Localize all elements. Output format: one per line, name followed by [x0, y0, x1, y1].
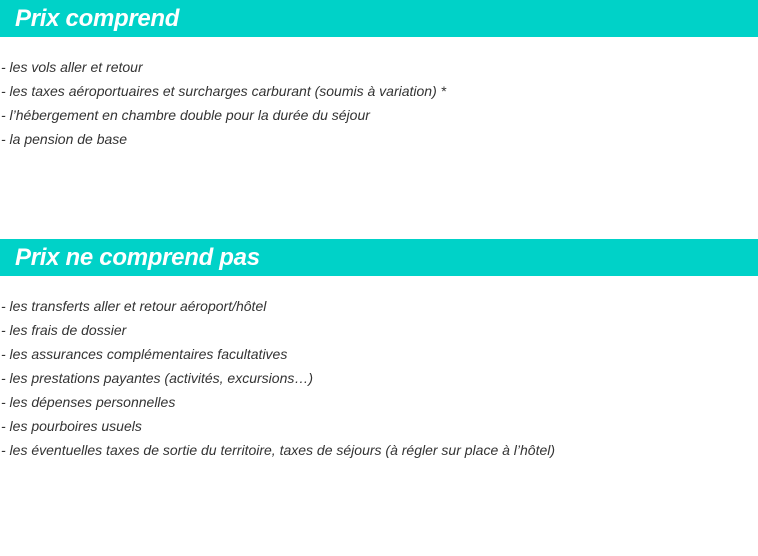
excluded-item: - les frais de dossier: [1, 322, 127, 338]
included-item: - les taxes aéroportuaires et surcharges carburant (soumis à variation) *: [1, 83, 447, 99]
included-section: [0, 0, 758, 151]
excluded-item: - les assurances complémentaires facultatives: [1, 346, 288, 362]
excluded-section: [0, 239, 758, 462]
included-item: - les vols aller et retour: [1, 59, 143, 75]
excluded-item: - les prestations payantes (activités, excursions…): [1, 370, 314, 386]
excluded-item: - les pourboires usuels: [1, 418, 142, 434]
excluded-item: - les transferts aller et retour aéroport/hôtel: [1, 298, 267, 314]
excluded-list: [0, 294, 758, 462]
included-title: Prix comprend: [15, 4, 180, 32]
included-item: - la pension de base: [1, 131, 128, 147]
included-list: [0, 55, 758, 151]
excluded-item: - les dépenses personnelles: [1, 394, 176, 410]
included-item: - l’hébergement en chambre double pour la durée du séjour: [1, 107, 370, 123]
excluded-title: Prix ne comprend pas: [15, 243, 260, 271]
excluded-item: - les éventuelles taxes de sortie du territoire, taxes de séjours (à régler sur place à l’hôtel): [1, 442, 556, 458]
included-header: [0, 0, 758, 37]
excluded-header: [0, 239, 758, 276]
